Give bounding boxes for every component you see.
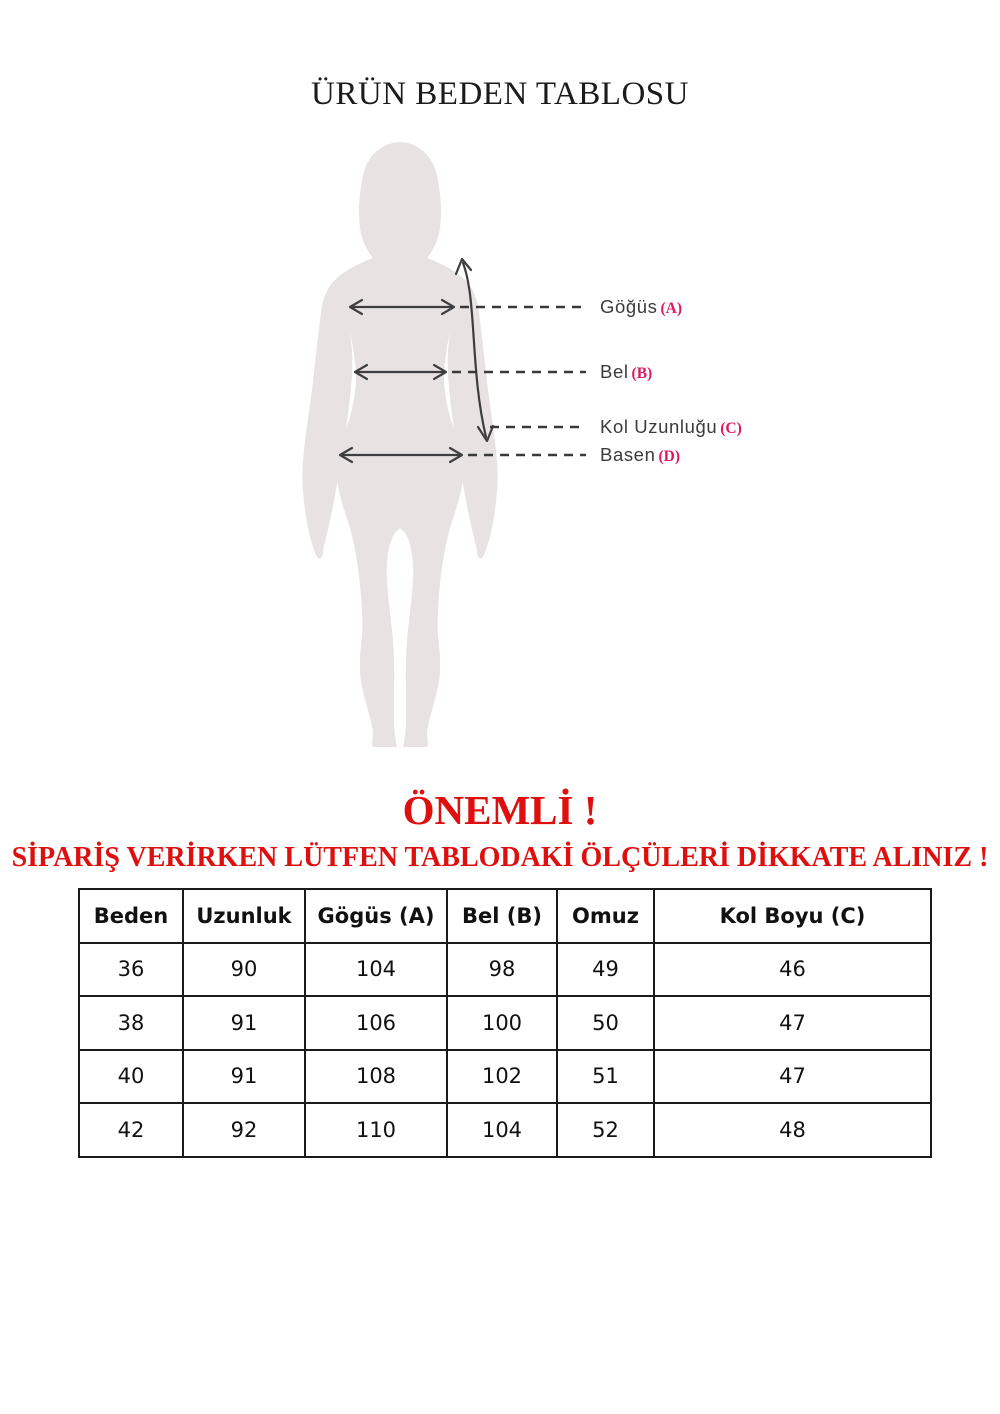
size-row-36 [79,943,931,997]
measurement-code: (C) [720,420,742,437]
column-header-gogus: Gögüs (A) [305,889,447,943]
size-cell: 91 [183,996,305,1050]
measurement-name: Kol Uzunluğu [600,416,718,437]
size-cell: 98 [447,943,557,997]
column-header-kol-boyu: Kol Boyu (C) [654,889,931,943]
size-cell: 36 [79,943,183,997]
size-cell: 90 [183,943,305,997]
size-cell: 47 [654,1050,931,1104]
measurement-label-chest [600,296,682,318]
measurement-code: (D) [658,448,680,465]
order-warning-text: SİPARİŞ VERİRKEN LÜTFEN TABLODAKİ ÖLÇÜLERİ DİKKATE ALINIZ ! [11,842,989,873]
size-table [78,888,932,1158]
size-row-40 [79,1050,931,1104]
size-cell: 102 [447,1050,557,1104]
measurement-name: Basen [600,444,656,465]
figure-silhouette [303,142,498,747]
size-row-38 [79,996,931,1050]
column-header-uzunluk: Uzunluk [183,889,305,943]
column-header-beden: Beden [79,889,183,943]
size-cell: 38 [79,996,183,1050]
size-cell: 46 [654,943,931,997]
measurement-name: Bel [600,361,629,382]
column-header-bel: Bel (B) [447,889,557,943]
size-cell: 42 [79,1103,183,1157]
size-table-container [78,888,930,1158]
size-cell: 106 [305,996,447,1050]
measurement-label-arm-length [600,416,742,438]
size-cell: 47 [654,996,931,1050]
measurement-code: (B) [631,365,653,382]
measurement-code: (A) [660,300,683,317]
important-heading: ÖNEMLİ ! [402,787,598,833]
size-cell: 49 [557,943,654,997]
size-row-42 [79,1103,931,1157]
size-cell: 110 [305,1103,447,1157]
size-cell: 51 [557,1050,654,1104]
measurement-label-waist [600,361,652,383]
page-title: ÜRÜN BEDEN TABLOSU [311,76,689,112]
size-cell: 48 [654,1103,931,1157]
size-cell: 50 [557,996,654,1050]
size-cell: 108 [305,1050,447,1104]
size-cell: 91 [183,1050,305,1104]
column-header-omuz: Omuz [557,889,654,943]
size-cell: 40 [79,1050,183,1104]
measurement-name: Göğüs [600,296,658,317]
size-cell: 100 [447,996,557,1050]
size-cell: 52 [557,1103,654,1157]
size-cell: 104 [447,1103,557,1157]
size-cell: 104 [305,943,447,997]
measurement-label-hip [600,444,680,466]
size-cell: 92 [183,1103,305,1157]
size-table-header-row [79,889,931,943]
